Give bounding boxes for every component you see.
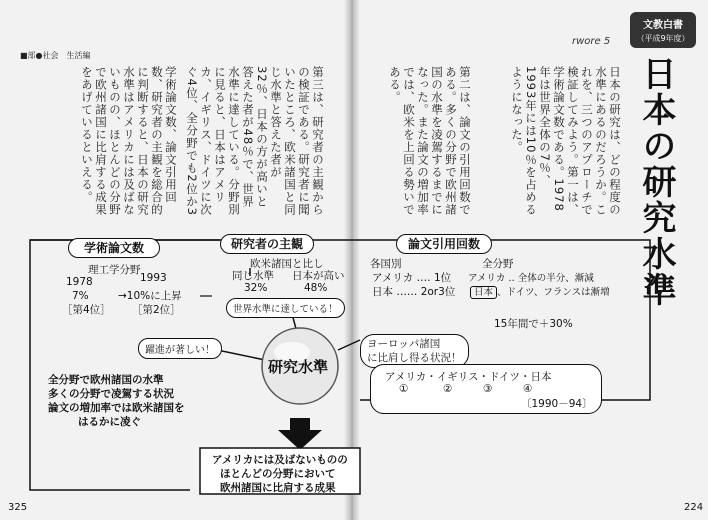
center-label: 研究水準 [268, 358, 329, 376]
text-col-6: 第三は、研究者の主観からの検証である。研究者に聞いたところ、欧米諸国と同じ水準と答えた者が32％、日本の方が高いと答えた者が48％で、世界水準に達している。 [227, 66, 325, 216]
kenkyusha-val-2: 48% [304, 282, 328, 294]
europe-callout: ヨーロッパ諸国 に比肩し得る状況！ [360, 334, 469, 368]
text-col-8: 学術論文数、論文引用回数、研究者の主観を総合的に判断すると、日本の研究水準はアメリカには及ばないものの、ほとんどの分野で欧州諸国に比肩する成果をあげているといえる。 [80, 66, 178, 216]
kenkyusha-col-2: 日本が高い [292, 270, 345, 282]
inyou-by-country: 各国別 [370, 258, 402, 270]
ronbun-year-2: 1993 [140, 272, 167, 284]
ronbun-label: 学術論文数 [68, 238, 160, 258]
inyou-us-half: アメリカ ‥ 全体の半分、漸減 [468, 273, 594, 284]
inyou-jp-rest: 、ドイツ、フランスは漸増 [497, 287, 610, 298]
ronbun-year-1: 1978 [66, 276, 93, 288]
conclusion-line-3: 欧州諸国に比肩する成果 [220, 482, 336, 494]
section-tag: ■部●社会 生活編 [20, 51, 91, 60]
text-col-7: 分野別に見ると、日本はアメリカ、イギリス、ドイツに次ぐ4位、全分野でも2位か3 [185, 66, 241, 216]
summary-line-4: はるかに凌ぐ [78, 416, 141, 428]
ranking-num-2: ② [443, 383, 453, 395]
arrow-inyou [338, 340, 360, 350]
ranking-num-1: ① [399, 383, 409, 395]
inyou-all-fields: 全分野 [482, 258, 514, 270]
ronbun-field: 理工学分野 [88, 264, 141, 276]
inyou-jp: 日本 ‥‥‥ 2or3位 [372, 286, 456, 298]
text-col-5: また論文の増加率では、欧米を上回る勢いである。 [388, 66, 430, 216]
inyou-us: アメリカ ‥‥ 1位 [372, 272, 452, 284]
text-col-3: 第一は、学術論文数である。1978年は世界全体の7％、1993年には10％を占めるようになった。 [510, 66, 580, 216]
badge-line-1: 文教白書 [643, 20, 683, 31]
text-col-2: これを、三つのアプローチで検証してみよう。 [566, 66, 608, 216]
ranking-countries: アメリカ・イギリス・ドイツ・日本 [385, 371, 552, 383]
down-arrow-icon [278, 418, 322, 450]
kenkyusha-col-1: 同じ水準 [232, 270, 274, 282]
page-number-left: 325 [8, 502, 28, 513]
kenkyusha-label: 研究者の主観 [220, 234, 314, 254]
text-col-1: 日本の研究は、どの程度の水準にあるのだろうか。 [594, 66, 622, 216]
ronbun-rank-2: ［第2位］ [132, 304, 181, 316]
summary-line-3: 論文の増加率では欧米諸国を [48, 402, 185, 414]
conclusion-line-2: ほとんどの分野において [220, 468, 336, 480]
inyou-jp-row [470, 284, 610, 298]
ronbun-callout: 躍進が著しい！ [138, 338, 222, 359]
ranking-num-4: ④ [523, 383, 533, 395]
inyou-jp-badge: 日本 [470, 286, 497, 299]
kenkyusha-val-1: 32% [244, 282, 268, 294]
page-title: 日本の研究水準 [636, 56, 676, 308]
badge-line-2: （平成9年度） [636, 34, 690, 43]
conclusion-line-1: アメリカには及ばないものの [212, 454, 348, 466]
ranking-box [370, 364, 602, 414]
ranking-period: 〔1990－94〕 [521, 398, 593, 410]
inyou-label: 論文引用回数 [396, 234, 492, 254]
inyou-growth: 15年間で＋30% [494, 318, 573, 330]
ronbun-rank-1: ［第4位］ [62, 304, 111, 316]
ronbun-pct-1: 7% [72, 290, 89, 302]
ronbun-arrow-text: →10%に上昇 [118, 290, 182, 302]
summary-line-2: 多くの分野で凌駕する状況 [48, 388, 174, 400]
kenkyusha-compare: 欧米諸国と比し [250, 258, 324, 270]
text-col-4: 第二は、論文の引用回数である。多くの分野で欧州諸国の水準を凌駕するまでになった。 [416, 66, 472, 216]
summary-line-1: 全分野で欧州諸国の水準 [48, 374, 164, 386]
diagram-frame-left [30, 240, 220, 490]
page-number-right: 224 [684, 502, 704, 513]
kenkyusha-callout: 世界水準に達している！ [226, 298, 345, 318]
chapter-mark: rwore 5 [572, 36, 611, 47]
ranking-num-3: ③ [483, 383, 493, 395]
